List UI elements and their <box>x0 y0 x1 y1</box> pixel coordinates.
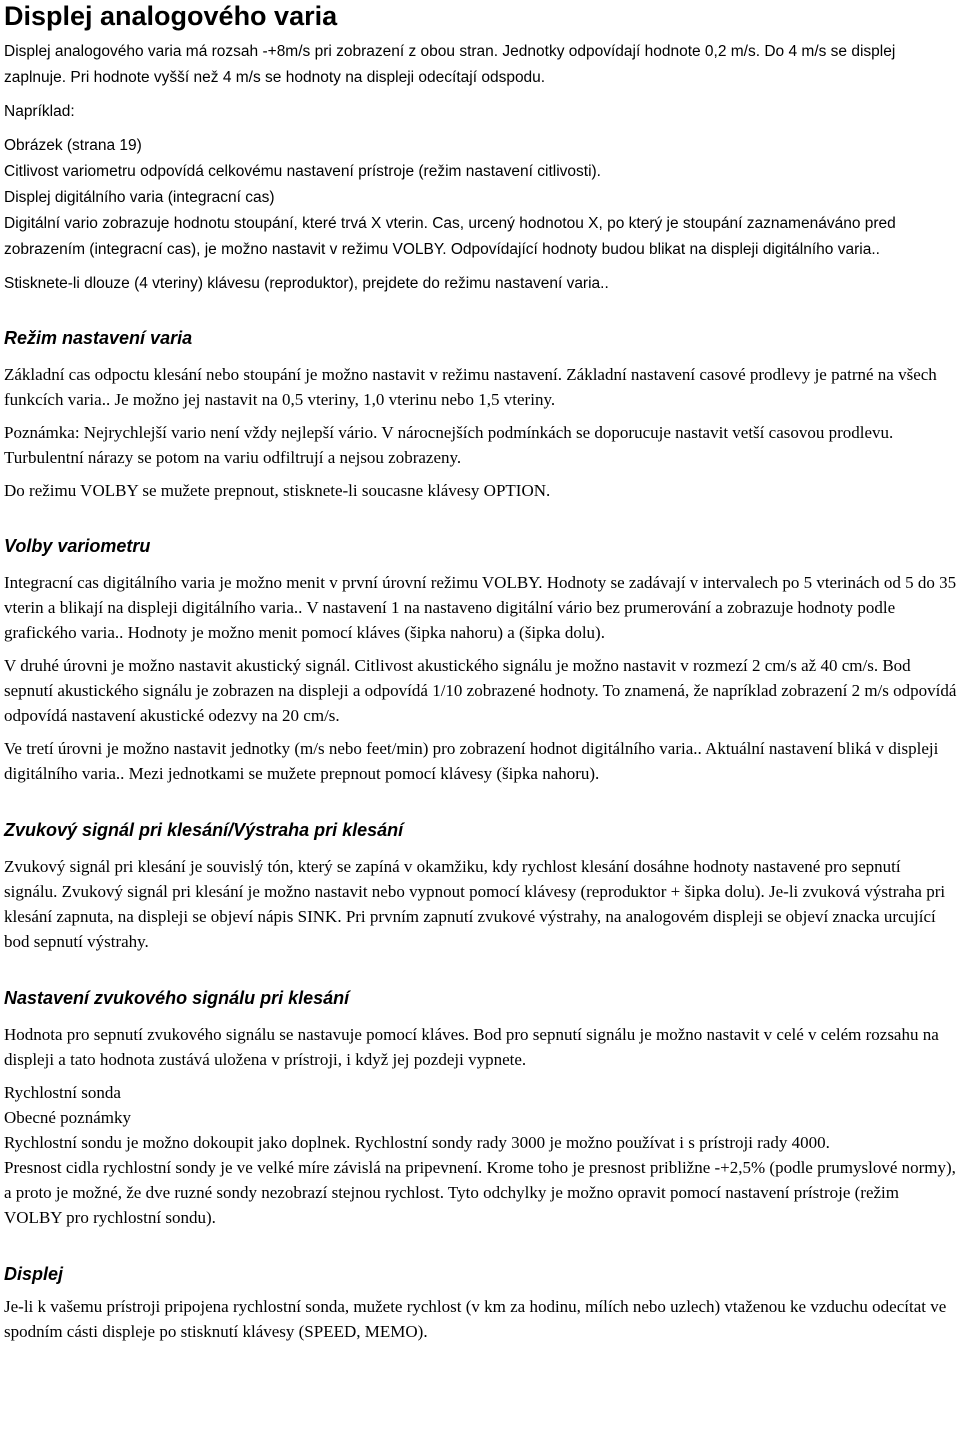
speed-probe-title: Rychlostní sonda <box>4 1083 121 1102</box>
section-heading-zvukovy: Zvukový signál pri klesání/Výstraha pri klesání <box>4 820 404 840</box>
speed-probe-paragraph-2: Presnost cidla rychlostní sondy je ve velké míre závislá na pripevnení. Krome toho je presnost približne -+2,5% (podle prumyslové normy), a proto je možné, že dve ruzné sondy nezobrazí stejnou rychlost. Tyto odchylky je možno opravit pomocí nastavení prístroje (režim VOLBY pro rychlostní sondu). <box>4 1158 956 1227</box>
displej-paragraph: Je-li k vašemu prístroji pripojena rychlostní sonda, mužete rychlost (v km za hodinu, mílích nebo uzlech) vtaženou ke vzduchu odecítat ve spodním cásti displeje po stisknutí klávesy (SPEED, MEMO). <box>4 1297 947 1341</box>
rezim-paragraph-3: Do režimu VOLBY se mužete prepnout, stisknete-li soucasne klávesy OPTION. <box>4 481 551 500</box>
sensitivity-note: Citlivost variometru odpovídá celkovému nastavení prístroje (režim nastavení citlivosti). <box>4 163 601 180</box>
figure-reference: Obrázek (strana 19) <box>4 137 142 154</box>
speed-probe-paragraph-1: Rychlostní sondu je možno dokoupit jako doplnek. Rychlostní sondy rady 3000 je možno používat i s prístroji rady 4000. <box>4 1133 830 1152</box>
digital-vario-heading: Displej digitálního varia (integracní cas) <box>4 189 275 206</box>
general-notes-title: Obecné poznámky <box>4 1108 131 1127</box>
zvukovy-paragraph: Zvukový signál pri klesání je souvislý tón, který se zapíná v okamžiku, kdy rychlost klesání dosáhne hodnoty nastavené pro sepnutí signálu. Zvukový signál pri klesání je možno nastavit nebo vypnout pomocí klávesy (reproduktor + šipka dolu). Je-li zvuková výstraha pri klesání zapnuta, na displeji se objeví nápis SINK. Pri prvním zapnutí zvukové výstrahy, na analogovém displeji se objeví znacka urcující bod sepnutí výstrahy. <box>4 857 946 951</box>
example-label: Napríklad: <box>4 103 75 120</box>
section-heading-nastaveni: Nastavení zvukového signálu pri klesání <box>4 988 350 1008</box>
rezim-paragraph-1: Základní cas odpoctu klesání nebo stoupání je možno nastavit v režimu nastavení. Základní nastavení casové prodlevy je patrné na všech funkcích varia.. Je možno jej nastavit na 0,5 vteriny, 1,0 vterinu nebo 1,5 vteriny. <box>4 365 937 409</box>
press-key-note: Stisknete-li dlouze (4 vteriny) klávesu (reproduktor), prejdete do režimu nastavení varia.. <box>4 275 609 292</box>
document-page <box>4 0 958 1344</box>
section-heading-rezim: Režim nastavení varia <box>4 328 193 348</box>
nastaveni-paragraph: Hodnota pro sepnutí zvukového signálu se nastavuje pomocí kláves. Bod pro sepnutí signálu je možno nastavit v celé v celém rozsahu na displeji a tato hodnota zustává uložena v prístroji, i když jej pozdeji vypnete. <box>4 1025 939 1069</box>
section-heading-volby: Volby variometru <box>4 536 151 556</box>
volby-paragraph-3: Ve tretí úrovni je možno nastavit jednotky (m/s nebo feet/min) pro zobrazení hodnot digitálního varia.. Aktuální nastavení bliká v displeji digitálního varia.. Mezi jednotkami se mužete prepnout pomocí klávesy (šipka nahoru). <box>4 739 939 783</box>
volby-paragraph-2: V druhé úrovni je možno nastavit akustický signál. Citlivost akustického signálu je možno nastavit v rozmezí 2 cm/s až 40 cm/s. Bod sepnutí akustického signálu je zobrazen na displeji a odpovídá 1/10 zobrazené hodnoty. To znamená, že napríklad zobrazení 2 m/s odpovídá odpovídá nastavení akustické odezvy na 20 cm/s. <box>4 656 957 725</box>
digital-vario-text: Digitální vario zobrazuje hodnotu stoupání, které trvá X vterin. Cas, urcený hodnotou X, po který je stoupání zaznamenáváno pred zobrazením (integracní cas), je možno nastavit v režimu VOLBY. Odpovídající hodnoty budou blikat na displeji digitálního varia.. <box>4 215 896 258</box>
intro-paragraph: Displej analogového varia má rozsah -+8m/s pri zobrazení z obou stran. Jednotky odpovídají hodnote 0,2 m/s. Do 4 m/s se displej zaplnuje. Pri hodnote vyšší než 4 m/s se hodnoty na displeji odecítají odspodu. <box>4 43 896 86</box>
volby-paragraph-1: Integracní cas digitálního varia je možno menit v první úrovní režimu VOLBY. Hodnoty se zadávají v intervalech po 5 vterinách od 5 do 35 vterin a blikají na displeji digitálního varia.. V nastavení 1 na nastaveno digitální vário bez prumerování a zobrazuje hodnoty podle grafického varia.. Hodnoty je možno menit pomocí kláves (šipka nahoru) a (šipka dolu). <box>4 573 957 642</box>
page-title: Displej analogového varia <box>4 1 338 31</box>
rezim-paragraph-2: Poznámka: Nejrychlejší vario není vždy nejlepší vário. V nárocnejších podmínkách se doporucuje nastavit vetší casovou prodlevu. Turbulentní nárazy se potom na variu odfiltrují a nejsou zobrazeny. <box>4 423 894 467</box>
section-heading-displej: Displej <box>4 1264 64 1284</box>
